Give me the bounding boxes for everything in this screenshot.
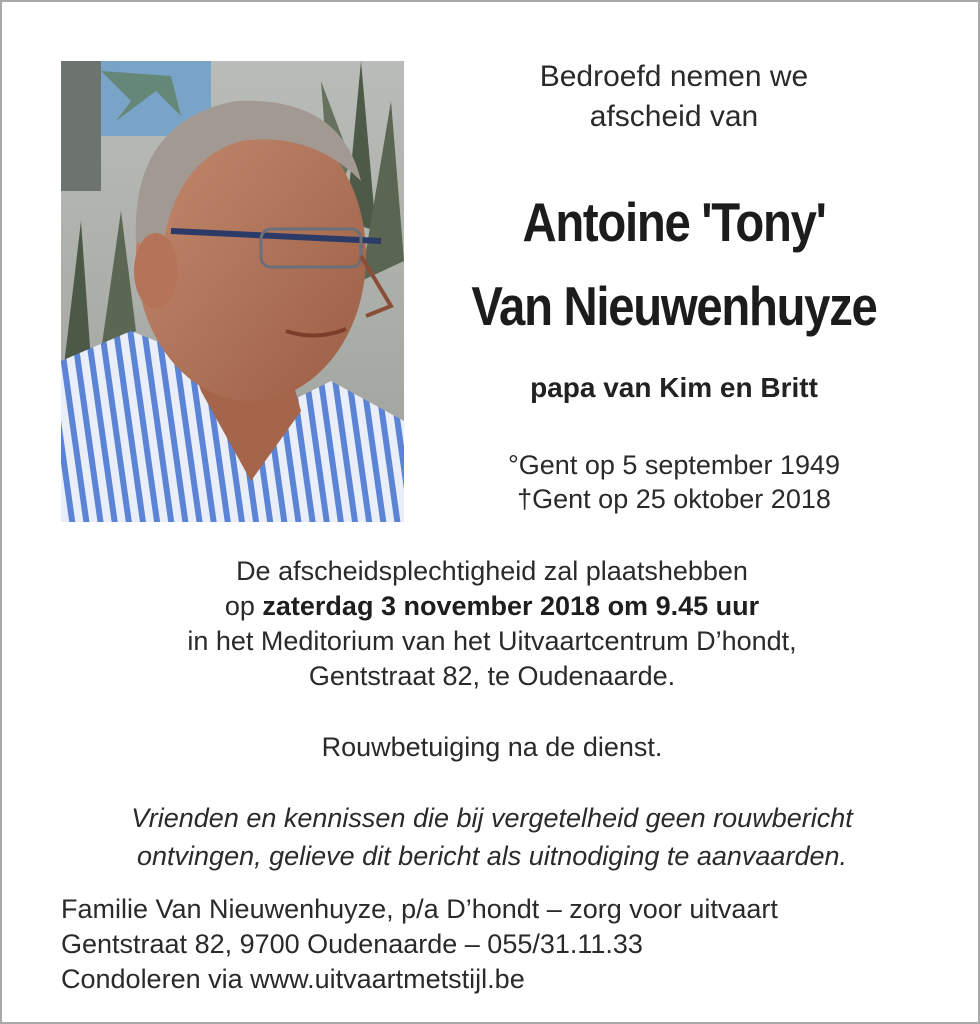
- deceased-name: [442, 180, 906, 348]
- ceremony-line-2: [2, 589, 980, 624]
- death-date: Gent op 25 oktober 2018: [532, 484, 831, 514]
- ceremony-details: [2, 554, 980, 694]
- family-contact: [61, 892, 961, 997]
- birth-date: °Gent op 5 september 1949: [507, 450, 840, 480]
- intro-text: [404, 57, 944, 137]
- invitation-note: [2, 799, 980, 875]
- portrait-image: [61, 61, 404, 522]
- note-line-2: ontvingen, gelieve dit bericht als uitnodiging te aanvaarden.: [137, 841, 847, 871]
- life-dates: [404, 448, 944, 516]
- footer-line-1: Familie Van Nieuwenhuyze, p/a D’hondt – zorg voor uitvaart: [61, 894, 778, 924]
- intro-line-2: afscheid van: [589, 100, 759, 133]
- ceremony-line-3: in het Meditorium van het Uitvaartcentrum D’hondt,: [187, 626, 797, 656]
- intro-line-1: Bedroefd nemen we: [539, 60, 809, 93]
- death-date-line: [404, 482, 944, 516]
- footer-line-3: Condoleren via www.uitvaartmetstijl.be: [61, 964, 525, 994]
- footer-line-2: Gentstraat 82, 9700 Oudenaarde – 055/31.11.33: [61, 929, 643, 959]
- name-line-1: Antoine 'Tony': [522, 191, 826, 253]
- ceremony-line-1: De afscheidsplechtigheid zal plaatshebben: [236, 556, 748, 586]
- relation-text: papa van Kim en Britt: [530, 372, 818, 403]
- note-line-1: Vrienden en kennissen die bij vergetelheid geen rouwbericht: [131, 803, 853, 833]
- ceremony-line-4: Gentstraat 82, te Oudenaarde.: [308, 661, 676, 691]
- cross-icon: †: [517, 484, 533, 514]
- ceremony-prefix: op: [224, 591, 263, 621]
- ceremony-date-time: zaterdag 3 november 2018 om 9.45 uur: [262, 591, 760, 621]
- portrait-photo: [61, 61, 404, 522]
- condolence-text: Rouwbetuiging na de dienst.: [321, 732, 663, 762]
- name-line-2: Van Nieuwenhuyze: [471, 275, 877, 337]
